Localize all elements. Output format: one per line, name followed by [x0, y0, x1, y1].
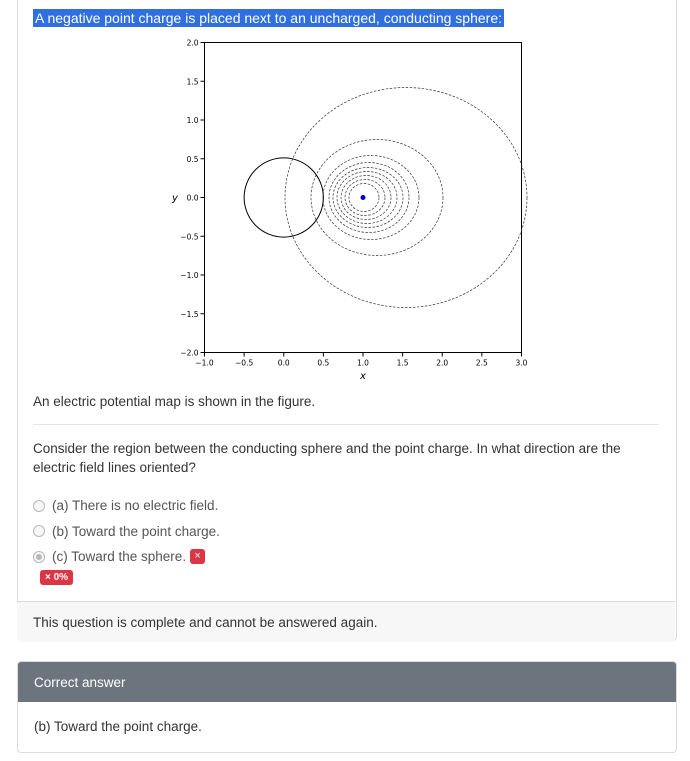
- radio-c[interactable]: [33, 551, 45, 563]
- radio-a[interactable]: [33, 500, 45, 512]
- correct-answer-header: [18, 662, 676, 702]
- x-tick-label: 0.0: [277, 358, 290, 368]
- point-charge: [361, 195, 366, 200]
- x-tick-label: −1.0: [195, 358, 214, 368]
- choice-list: [33, 493, 220, 570]
- x-tick-label: 2.0: [436, 358, 449, 368]
- x-tick-label: 3.0: [515, 358, 528, 368]
- question-prompt: A negative point charge is placed next to an uncharged, conducting sphere:: [35, 10, 502, 26]
- choice-b[interactable]: [33, 519, 220, 545]
- y-tick-label: −1.5: [180, 309, 199, 319]
- y-tick-label: 0.5: [186, 154, 199, 164]
- choice-c[interactable]: [33, 544, 220, 570]
- correct-answer-title: Correct answer: [34, 675, 126, 690]
- x-tick-label: 2.5: [475, 358, 488, 368]
- potential-map-plot: [165, 33, 535, 383]
- equipotential-contour: [337, 172, 397, 224]
- equipotential-contour: [333, 168, 403, 228]
- choice-b-label: (b) Toward the point charge.: [52, 523, 220, 539]
- radio-b[interactable]: [33, 525, 45, 537]
- equipotential-contour: [311, 140, 443, 256]
- y-tick-label: 0.0: [186, 193, 199, 203]
- contours: [285, 88, 527, 308]
- correct-answer-text: (b) Toward the point charge.: [34, 719, 202, 734]
- y-axis-label: y: [172, 193, 178, 204]
- y-tick-label: 2.0: [186, 38, 199, 48]
- conducting-sphere: [244, 158, 323, 237]
- score-badge: × 0%: [40, 570, 73, 585]
- y-ticks: [180, 39, 204, 358]
- equipotential-contour: [341, 176, 391, 220]
- x-tick-label: 1.5: [396, 358, 409, 368]
- y-tick-label: −0.5: [180, 232, 199, 242]
- x-tick-label: 0.5: [317, 358, 330, 368]
- y-tick-label: −2.0: [180, 348, 199, 358]
- incorrect-icon: ×: [190, 549, 205, 564]
- equipotential-contour: [323, 156, 419, 240]
- status-footer: [17, 601, 675, 642]
- x-ticks: [195, 353, 527, 368]
- x-tick-label: 1.0: [357, 358, 369, 368]
- question-text: Consider the region between the conducting sphere and the point charge. In what direction are the electric field lines oriented?: [33, 441, 621, 475]
- y-tick-label: 1.0: [186, 116, 199, 125]
- equipotential-contour: [285, 88, 527, 308]
- y-tick-label: 1.5: [186, 77, 199, 87]
- status-text: This question is complete and cannot be answered again.: [33, 615, 378, 630]
- x-tick-label: −0.5: [235, 358, 254, 368]
- choice-c-label: (c) Toward the sphere.: [52, 549, 187, 565]
- choice-a[interactable]: [33, 493, 220, 519]
- correct-answer-card: [17, 661, 677, 753]
- divider: [33, 424, 659, 425]
- y-tick-label: −1.0: [180, 271, 199, 280]
- x-axis-label: x: [360, 371, 366, 382]
- choice-a-label: (a) There is no electric field.: [52, 498, 219, 514]
- figure-caption: An electric potential map is shown in the figure.: [33, 394, 316, 409]
